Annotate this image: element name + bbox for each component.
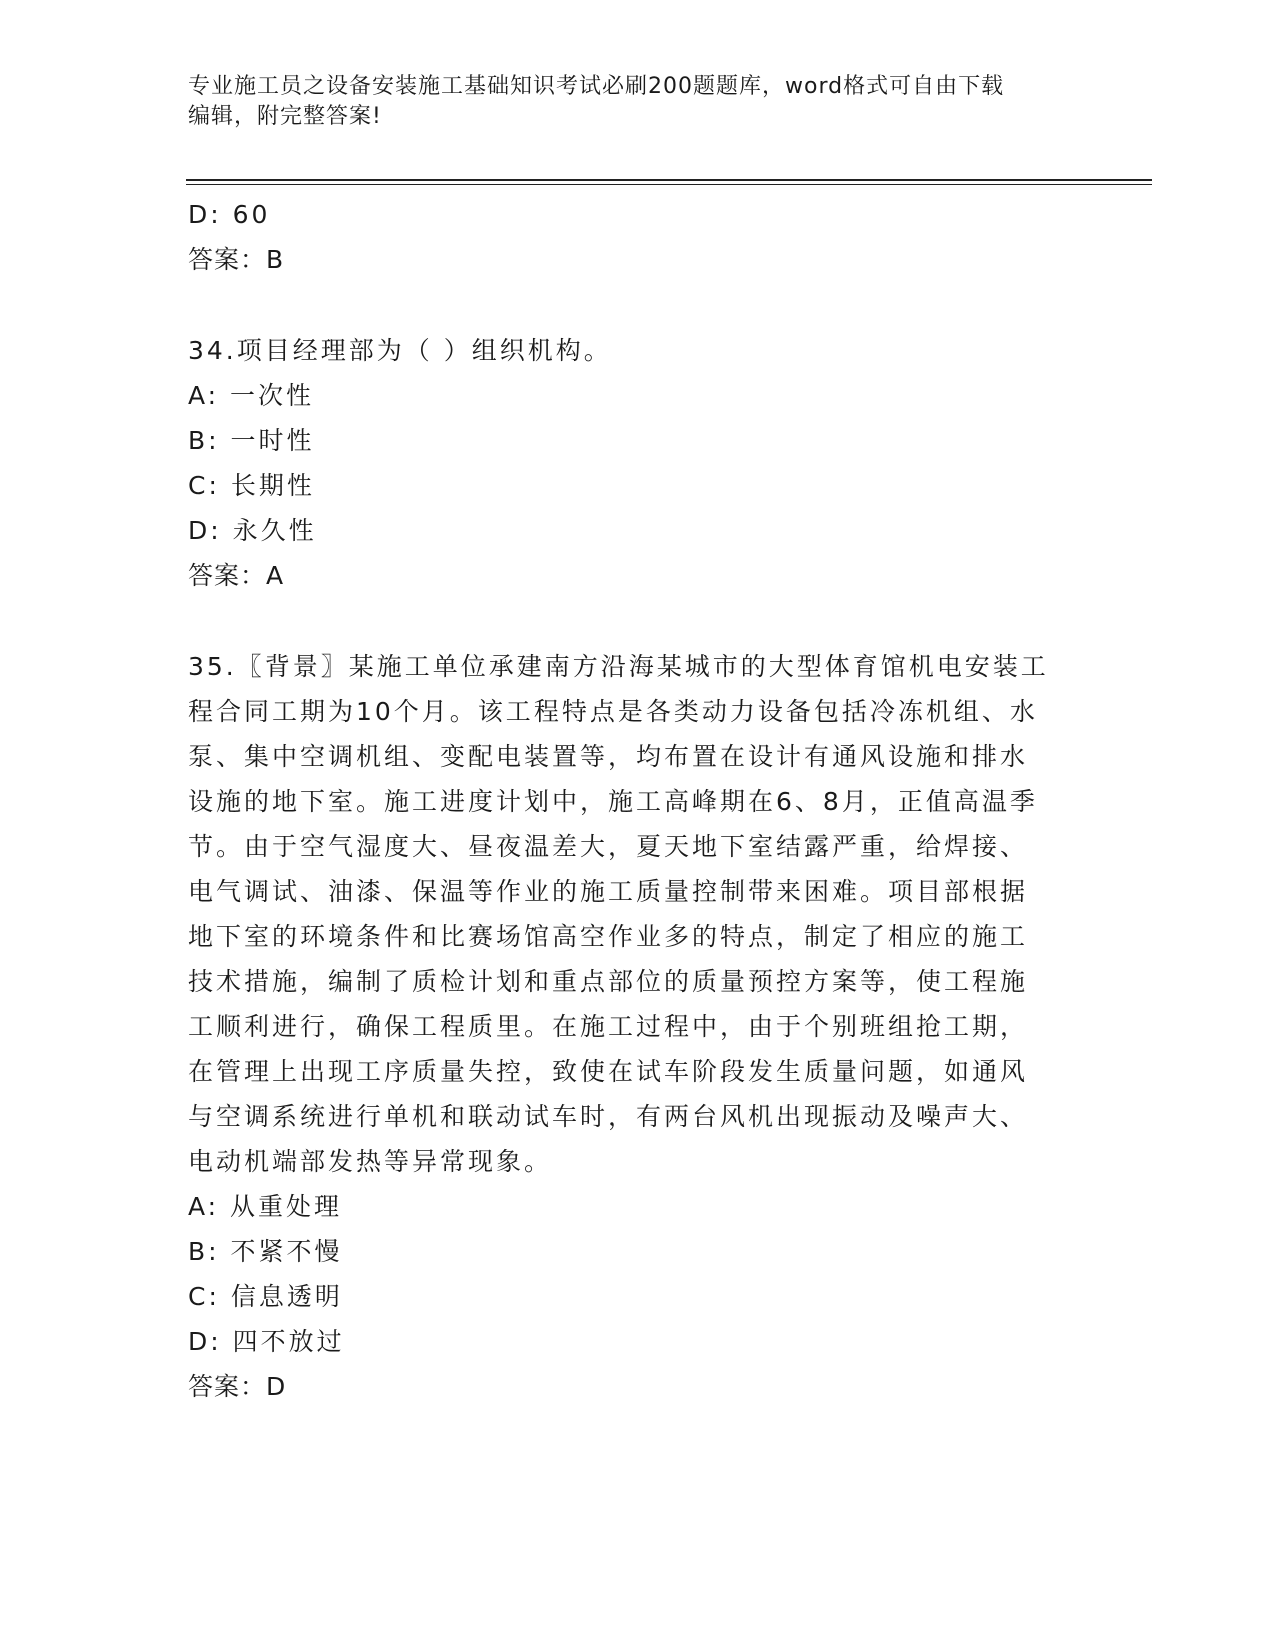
header-line-2: 编辑，附完整答案! bbox=[188, 104, 382, 129]
answer-line: 答案：B bbox=[188, 245, 285, 274]
option-d: D: 60 bbox=[188, 200, 271, 229]
spacer bbox=[188, 598, 1088, 644]
question-33-tail bbox=[188, 192, 1088, 282]
spacer bbox=[188, 282, 1088, 328]
option-d: D: 永久性 bbox=[188, 516, 317, 545]
stem-line: 35.〖背景〗某施工单位承建南方沿海某城市的大型体育馆机电安装工 bbox=[188, 652, 1049, 681]
document-header bbox=[188, 72, 1088, 132]
header-divider-thick bbox=[186, 179, 1152, 181]
question-35 bbox=[188, 644, 1088, 1409]
stem-line: 工顺利进行，确保工程质里。在施工过程中，由于个别班组抢工期， bbox=[188, 1012, 1029, 1041]
option-b: B: 一时性 bbox=[188, 426, 315, 455]
stem-line: 地下室的环境条件和比赛场馆高空作业多的特点，制定了相应的施工 bbox=[188, 922, 1029, 951]
option-c: C: 信息透明 bbox=[188, 1282, 343, 1311]
option-a: A: 一次性 bbox=[188, 381, 315, 410]
stem-line: 与空调系统进行单机和联动试车时，有两台风机出现振动及噪声大、 bbox=[188, 1102, 1029, 1131]
option-c: C: 长期性 bbox=[188, 471, 315, 500]
stem-line: 设施的地下室。施工进度计划中，施工高峰期在6、8月，正值高温季 bbox=[188, 787, 1038, 816]
answer-line: 答案：A bbox=[188, 561, 285, 590]
header-divider-thin bbox=[186, 184, 1152, 185]
answer-line: 答案：D bbox=[188, 1372, 287, 1401]
header-line-1: 专业施工员之设备安装施工基础知识考试必刷200题题库，word格式可自由下载 bbox=[188, 74, 1005, 99]
stem-line: 技术措施，编制了质检计划和重点部位的质量预控方案等，使工程施 bbox=[188, 967, 1029, 996]
question-stem: 34.项目经理部为（ ）组织机构。 bbox=[188, 336, 612, 365]
option-a: A: 从重处理 bbox=[188, 1192, 343, 1221]
option-b: B: 不紧不慢 bbox=[188, 1237, 343, 1266]
question-stem bbox=[188, 644, 1088, 1184]
stem-line: 电动机端部发热等异常现象。 bbox=[188, 1147, 553, 1176]
document-body bbox=[188, 192, 1088, 1409]
stem-line: 泵、集中空调机组、变配电装置等，均布置在设计有通风设施和排水 bbox=[188, 742, 1029, 771]
option-d: D: 四不放过 bbox=[188, 1327, 345, 1356]
stem-line: 电气调试、油漆、保温等作业的施工质量控制带来困难。项目部根据 bbox=[188, 877, 1029, 906]
stem-line: 在管理上出现工序质量失控，致使在试车阶段发生质量问题，如通风 bbox=[188, 1057, 1029, 1086]
stem-line: 程合同工期为10个月。该工程特点是各类动力设备包括冷冻机组、水 bbox=[188, 697, 1038, 726]
question-34 bbox=[188, 328, 1088, 598]
stem-line: 节。由于空气湿度大、昼夜温差大，夏天地下室结露严重，给焊接、 bbox=[188, 832, 1029, 861]
